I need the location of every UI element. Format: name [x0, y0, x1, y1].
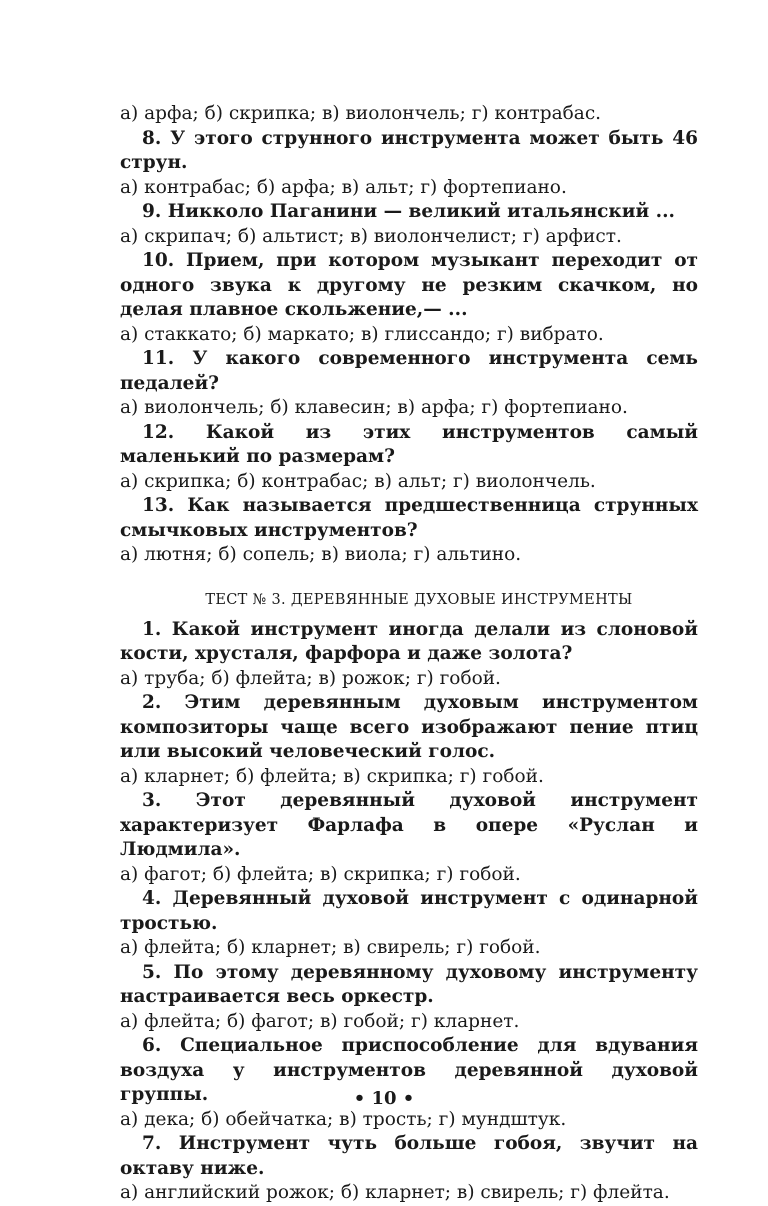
- question-6: 6. Специальное приспособление для вдувания воздуха у инструментов деревянной духовой группы.: [120, 1035, 698, 1105]
- question-13: 13. Как называется предшественница струнных смычковых инструментов?: [120, 495, 698, 541]
- question-5: 5. По этому деревянному духовому инструменту настраивается весь оркестр.: [120, 961, 698, 1007]
- answer-options: а) контрабас; б) арфа; в) альт; г) фортепиано.: [120, 176, 567, 198]
- question-12: 12. Какой из этих инструментов самый маленький по размерам?: [120, 421, 698, 467]
- page-number: • 10 •: [353, 1088, 415, 1109]
- answer-options: а) виолончель; б) клавесин; в) арфа; г) фортепиано.: [120, 397, 628, 418]
- answer-options: а) стаккато; б) маркато; в) глиссандо; г) вибрато.: [120, 323, 604, 345]
- question-9: 9. Никколо Паганини — великий итальянский ...: [142, 201, 675, 222]
- question-1: 1. Какой инструмент иногда делали из слоновой кости, хрусталя, фарфора и даже золота?: [120, 618, 698, 664]
- question-8: 8. У этого струнного инструмента может быть 46 струн.: [120, 127, 698, 173]
- section-heading: ТЕСТ № 3. ДЕРЕВЯННЫЕ ДУХОВЫЕ ИНСТРУМЕНТЫ: [205, 591, 633, 608]
- question-10: 10. Прием, при котором музыкант переходит от одного звука к другому не резким скачком, но делая плавное скольжение,— ...: [120, 250, 698, 320]
- page-content: [120, 102, 698, 1206]
- answer-options: а) флейта; б) кларнет; в) свирель; г) гобой.: [120, 937, 541, 958]
- answer-options: а) флейта; б) фагот; в) гобой; г) кларнет.: [120, 1010, 520, 1032]
- answer-options: а) труба; б) флейта; в) рожок; г) гобой.: [120, 667, 501, 689]
- question-7: 7. Инструмент чуть больше гобоя, звучит на октаву ниже.: [120, 1133, 698, 1179]
- answer-options: а) английский рожок; б) кларнет; в) свирель; г) флейта.: [120, 1182, 670, 1203]
- answer-options: а) дека; б) обейчатка; в) трость; г) мундштук.: [120, 1108, 567, 1130]
- answer-options: а) скрипка; б) контрабас; в) альт; г) виолончель.: [120, 470, 596, 492]
- answer-options: а) скрипач; б) альтист; в) виолончелист; г) арфист.: [120, 225, 622, 247]
- answer-options: а) фагот; б) флейта; в) скрипка; г) гобой.: [120, 863, 521, 885]
- answer-options: а) арфа; б) скрипка; в) виолончель; г) контрабас.: [120, 103, 602, 124]
- question-2: 2. Этим деревянным духовым инструментом композиторы чаще всего изображают пение птиц или высокий человеческий голос.: [120, 692, 698, 762]
- answer-options: а) кларнет; б) флейта; в) скрипка; г) гобой.: [120, 765, 544, 787]
- question-11: 11. У какого современного инструмента семь педалей?: [120, 348, 698, 394]
- answer-options: а) лютня; б) сопель; в) виола; г) альтино.: [120, 544, 522, 565]
- question-4: 4. Деревянный духовой инструмент с одинарной тростью.: [120, 888, 698, 934]
- question-3: 3. Этот деревянный духовой инструмент характеризует Фарлафа в опере «Руслан и Людмила».: [120, 790, 698, 860]
